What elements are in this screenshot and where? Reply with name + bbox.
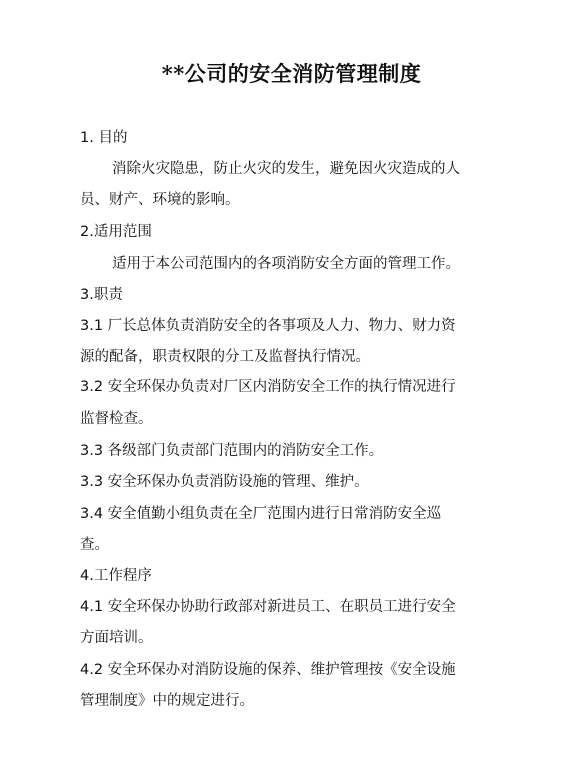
paragraph-line: 消除火灾隐患，防止火灾的发生，避免因火灾造成的人	[112, 161, 460, 177]
section-heading-responsibilities: 3.职责	[80, 287, 123, 303]
paragraph-line: 方面培训。	[80, 630, 153, 646]
paragraph-line: 3.1 厂长总体负责消防安全的各事项及人力、物力、财力资	[80, 318, 456, 334]
document-title: **公司的安全消防管理制度	[161, 61, 422, 86]
paragraph-line: 3.3 各级部门负责部门范围内的消防安全工作。	[80, 443, 384, 459]
paragraph-line: 3.2 安全环保办负责对厂区内消防安全工作的执行情况进行	[80, 379, 456, 395]
section-heading-procedure: 4.工作程序	[80, 568, 152, 584]
paragraph-line: 4.2 安全环保办对消防设施的保养、维护管理按《安全设施	[80, 662, 456, 678]
section-heading-purpose: 1. 目的	[80, 130, 128, 146]
paragraph-line: 源的配备，职责权限的分工及监督执行情况。	[80, 349, 370, 365]
paragraph-line: 3.4 安全值勤小组负责在全厂范围内进行日常消防安全巡	[80, 506, 442, 522]
paragraph-line: 查。	[80, 537, 109, 553]
paragraph-line: 4.1 安全环保办协助行政部对新进员工、在职员工进行安全	[80, 599, 456, 615]
paragraph-line: 3.3 安全环保办负责消防设施的管理、维护。	[80, 474, 369, 490]
paragraph-line: 监督检查。	[80, 411, 153, 427]
section-heading-scope: 2.适用范围	[80, 224, 152, 240]
paragraph-line: 适用于本公司范围内的各项消防安全方面的管理工作。	[112, 256, 460, 272]
paragraph-line: 管理制度》中的规定进行。	[80, 693, 254, 709]
paragraph-line: 员、财产、环境的影响。	[80, 192, 240, 208]
